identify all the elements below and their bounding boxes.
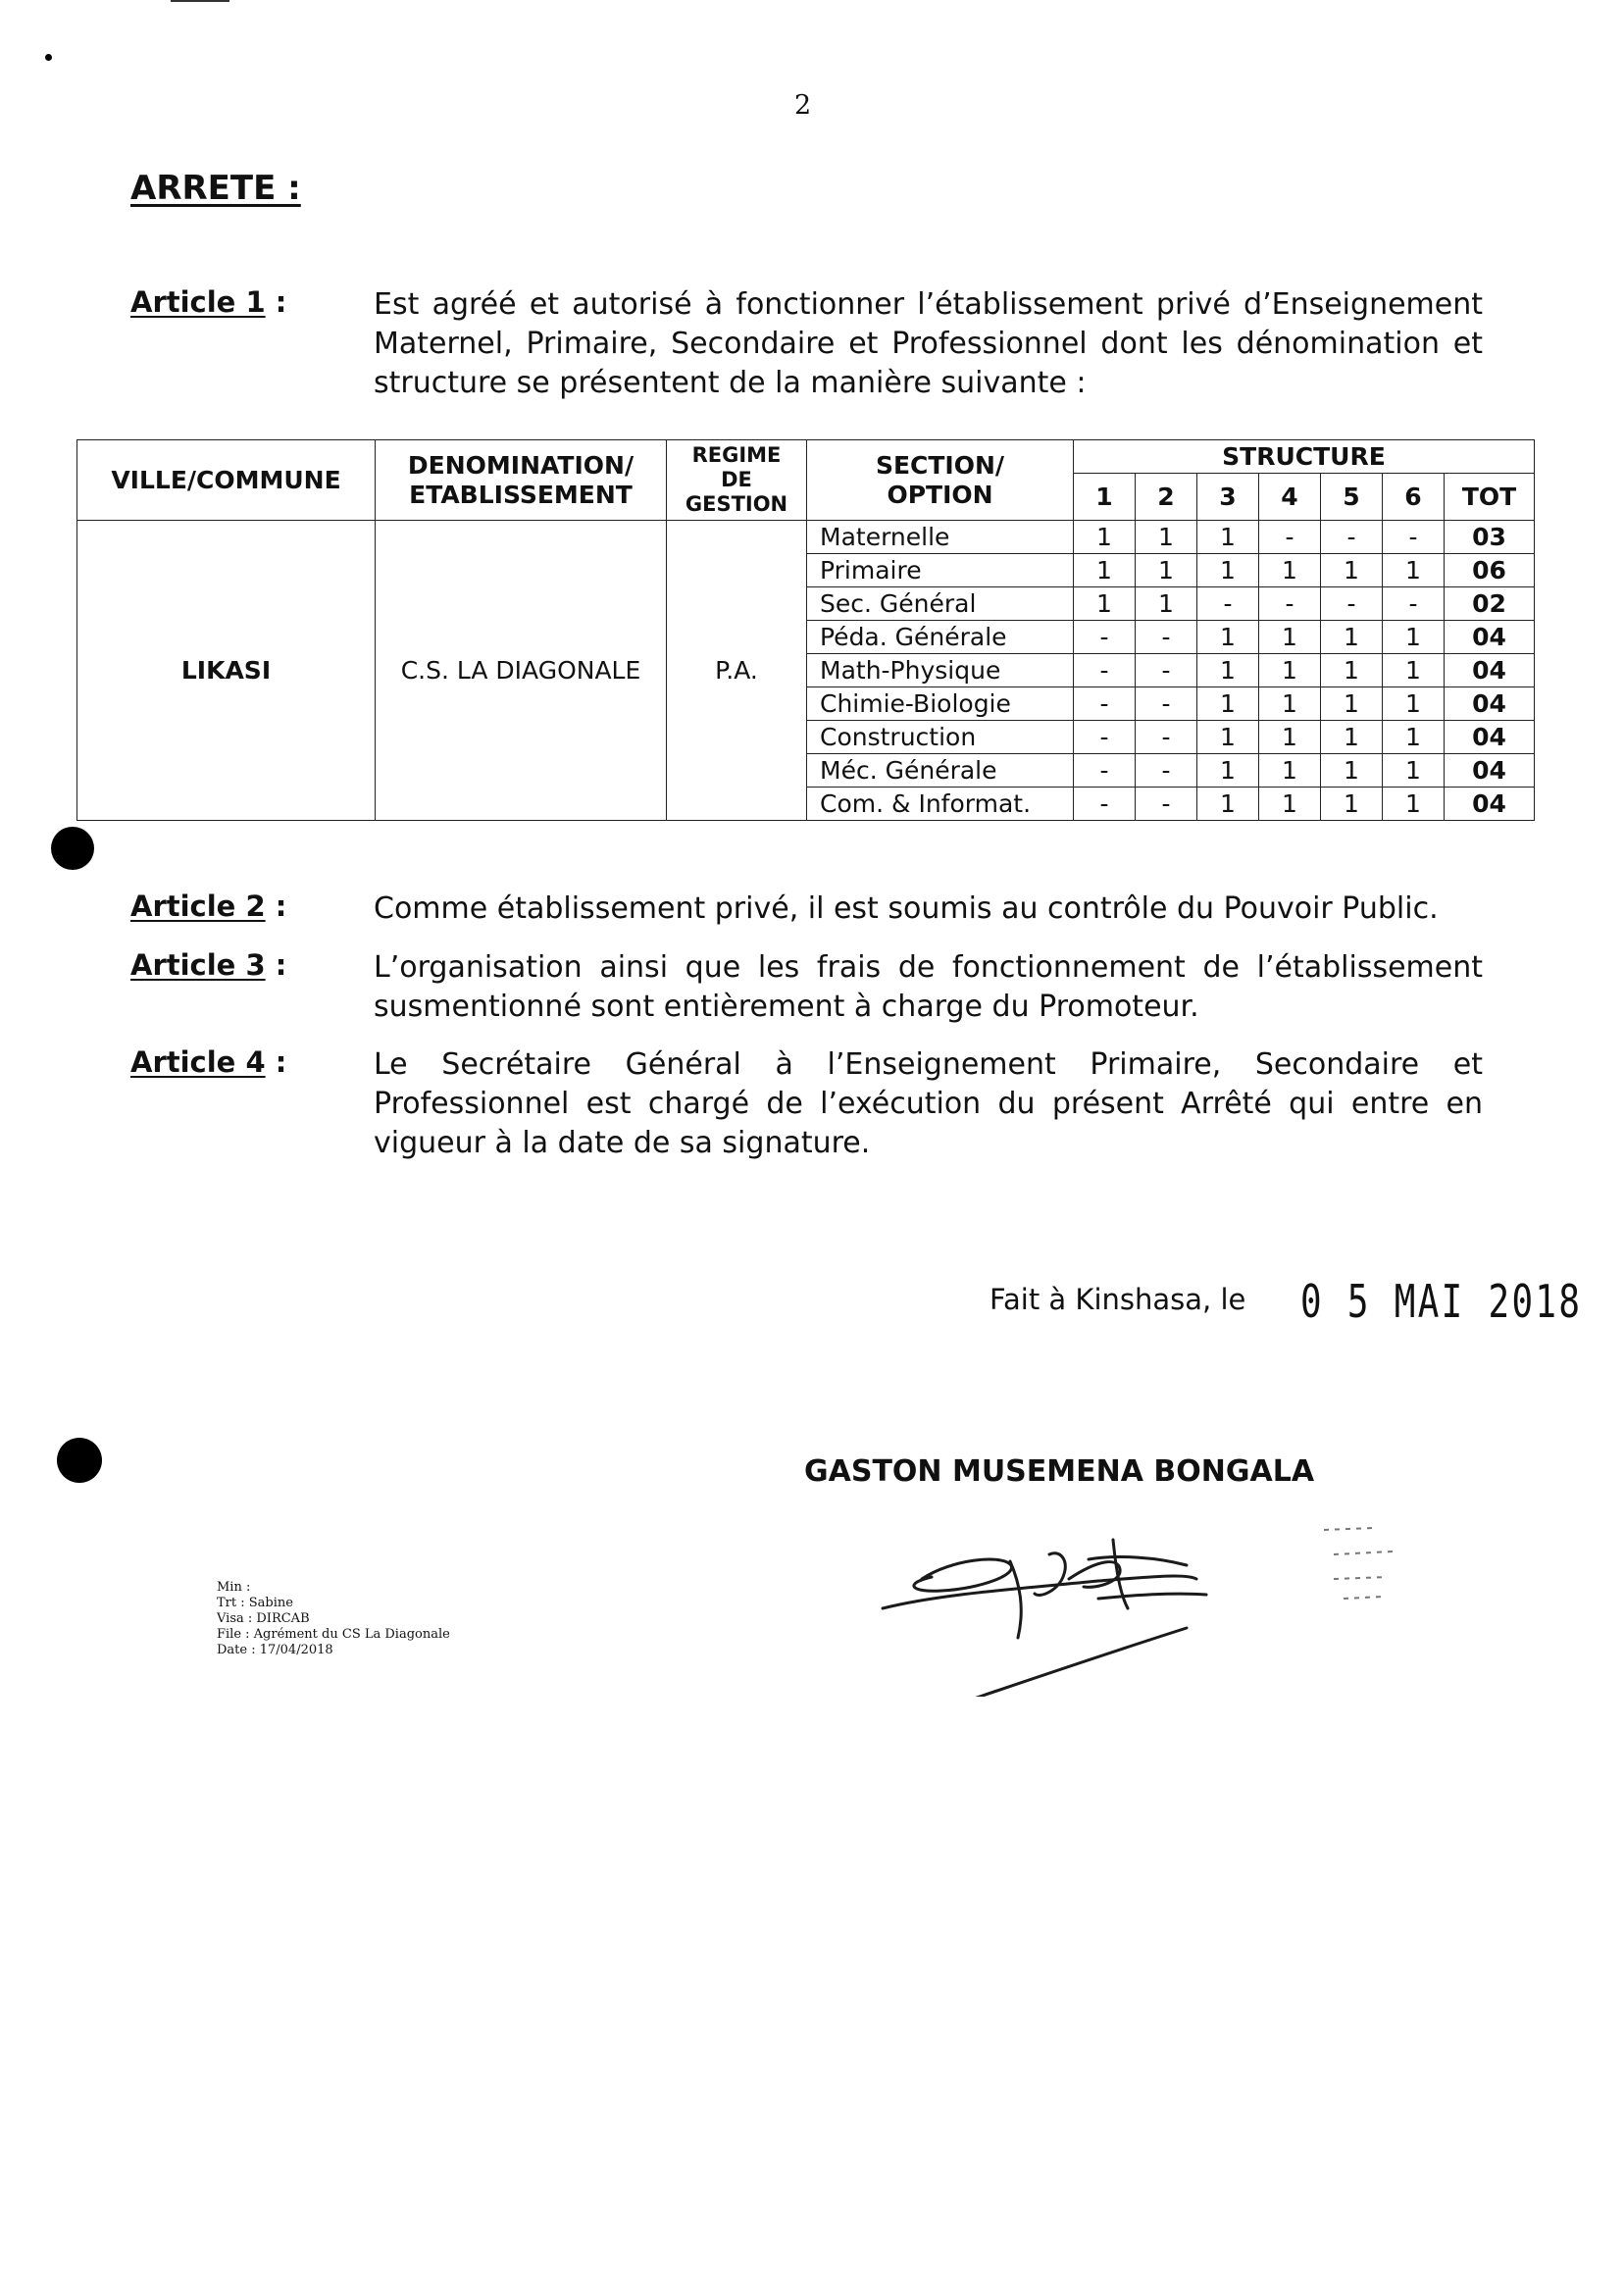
- cell-value: 1: [1383, 687, 1445, 721]
- cell-value: -: [1136, 721, 1197, 754]
- page-number: 2: [794, 90, 812, 121]
- cell-value: 1: [1383, 621, 1445, 654]
- meta-line: Min :: [217, 1580, 251, 1595]
- cell-value: -: [1074, 621, 1136, 654]
- cell-section: Maternelle: [807, 521, 1074, 554]
- cell-value: 1: [1321, 687, 1383, 721]
- cell-value: 1: [1259, 754, 1321, 788]
- cell-total: 04: [1445, 754, 1535, 788]
- cell-ville: LIKASI: [77, 521, 376, 821]
- cell-value: -: [1136, 754, 1197, 788]
- cell-value: 1: [1136, 554, 1197, 587]
- cell-section: Math-Physique: [807, 654, 1074, 687]
- cell-value: 1: [1197, 721, 1259, 754]
- cell-value: 1: [1321, 554, 1383, 587]
- header-section: SECTION/ OPTION: [807, 440, 1074, 521]
- cell-value: 1: [1259, 687, 1321, 721]
- cell-total: 06: [1445, 554, 1535, 587]
- table-row: [77, 521, 1535, 554]
- header-class-1: 1: [1074, 474, 1136, 521]
- cell-value: -: [1136, 654, 1197, 687]
- cell-value: 1: [1383, 788, 1445, 821]
- cell-value: 1: [1197, 621, 1259, 654]
- cell-value: 1: [1136, 587, 1197, 621]
- cell-total: 02: [1445, 587, 1535, 621]
- article-4-label: Article 4 :: [130, 1045, 287, 1079]
- meta-line: Date : 17/04/2018: [217, 1643, 333, 1657]
- cell-value: -: [1136, 621, 1197, 654]
- structure-table: [76, 439, 1535, 821]
- cell-value: -: [1383, 521, 1445, 554]
- cell-value: 1: [1383, 554, 1445, 587]
- punch-hole-mark: [57, 1438, 102, 1483]
- scan-speck: [45, 54, 52, 61]
- article-3-label: Article 3 :: [130, 948, 287, 982]
- cell-value: -: [1074, 754, 1136, 788]
- header-class-2: 2: [1136, 474, 1197, 521]
- cell-total: 04: [1445, 687, 1535, 721]
- cell-value: 1: [1197, 654, 1259, 687]
- cell-section: Méc. Générale: [807, 754, 1074, 788]
- header-class-5: 5: [1321, 474, 1383, 521]
- cell-value: 1: [1074, 554, 1136, 587]
- date-stamp: 0 5 MAI 2018: [1300, 1275, 1583, 1328]
- cell-section: Construction: [807, 721, 1074, 754]
- handwritten-signature: [863, 1500, 1412, 1697]
- header-class-6: 6: [1383, 474, 1445, 521]
- article-2-text: Comme établissement privé, il est soumis au contrôle du Pouvoir Public.: [374, 891, 1439, 926]
- cell-value: 1: [1197, 754, 1259, 788]
- header-regime: REGIME DE GESTION: [667, 440, 807, 521]
- punch-hole-mark: [51, 827, 94, 870]
- cell-value: -: [1074, 654, 1136, 687]
- cell-value: -: [1197, 587, 1259, 621]
- cell-total: 04: [1445, 788, 1535, 821]
- cell-value: 1: [1197, 788, 1259, 821]
- document-heading: ARRETE :: [130, 169, 301, 208]
- cell-value: 1: [1383, 721, 1445, 754]
- meta-line: Visa : DIRCAB: [217, 1611, 310, 1626]
- cell-value: 1: [1321, 654, 1383, 687]
- cell-value: -: [1321, 587, 1383, 621]
- signatory-name: GASTON MUSEMENA BONGALA: [804, 1454, 1315, 1489]
- cell-value: 1: [1321, 621, 1383, 654]
- cell-value: 1: [1259, 554, 1321, 587]
- cell-total: 04: [1445, 621, 1535, 654]
- cell-value: 1: [1383, 654, 1445, 687]
- file-metadata: [217, 1580, 450, 1658]
- cell-regime: P.A.: [667, 521, 807, 821]
- cell-value: -: [1259, 587, 1321, 621]
- cell-value: 1: [1259, 654, 1321, 687]
- header-total: TOT: [1445, 474, 1535, 521]
- cell-value: 1: [1259, 621, 1321, 654]
- header-class-3: 3: [1197, 474, 1259, 521]
- cell-denomination: C.S. LA DIAGONALE: [376, 521, 667, 821]
- cell-value: 1: [1074, 587, 1136, 621]
- cell-value: 1: [1136, 521, 1197, 554]
- scan-top-line: [171, 0, 229, 2]
- cell-value: -: [1074, 721, 1136, 754]
- meta-line: File : Agrément du CS La Diagonale: [217, 1627, 450, 1642]
- cell-value: -: [1074, 788, 1136, 821]
- header-ville: VILLE/COMMUNE: [77, 440, 376, 521]
- meta-line: Trt : Sabine: [217, 1596, 293, 1610]
- cell-total: 04: [1445, 721, 1535, 754]
- cell-value: 1: [1259, 721, 1321, 754]
- cell-total: 04: [1445, 654, 1535, 687]
- cell-value: 1: [1383, 754, 1445, 788]
- cell-section: Com. & Informat.: [807, 788, 1074, 821]
- place-date-line: Fait à Kinshasa, le: [990, 1283, 1246, 1316]
- header-class-4: 4: [1259, 474, 1321, 521]
- article-1-text: Est agréé et autorisé à fonctionner l’établissement privé d’Enseignement Maternel, Primaire, Secondaire et Professionnel dont les dénomination et structure se présentent de la manière suivante :: [374, 287, 1483, 400]
- article-4-text: Le Secrétaire Général à l’Enseignement Primaire, Secondaire et Professionnel est chargé de l’exécution du présent Arrêté qui entre en vigueur à la date de sa signature.: [374, 1047, 1483, 1160]
- cell-value: -: [1074, 687, 1136, 721]
- cell-value: 1: [1197, 554, 1259, 587]
- cell-value: 1: [1321, 721, 1383, 754]
- cell-total: 03: [1445, 521, 1535, 554]
- cell-section: Primaire: [807, 554, 1074, 587]
- cell-value: 1: [1321, 788, 1383, 821]
- cell-section: Sec. Général: [807, 587, 1074, 621]
- cell-value: -: [1321, 521, 1383, 554]
- cell-value: 1: [1259, 788, 1321, 821]
- article-1-label: Article 1 :: [130, 285, 287, 319]
- header-denomination: DENOMINATION/ ETABLISSEMENT: [376, 440, 667, 521]
- cell-value: -: [1259, 521, 1321, 554]
- article-2-label: Article 2 :: [130, 890, 287, 923]
- header-structure: STRUCTURE: [1074, 440, 1535, 474]
- cell-value: 1: [1197, 687, 1259, 721]
- cell-value: 1: [1321, 754, 1383, 788]
- cell-value: 1: [1074, 521, 1136, 554]
- cell-section: Chimie-Biologie: [807, 687, 1074, 721]
- cell-value: -: [1136, 687, 1197, 721]
- cell-value: -: [1136, 788, 1197, 821]
- cell-section: Péda. Générale: [807, 621, 1074, 654]
- article-3-text: L’organisation ainsi que les frais de fonctionnement de l’établissement susmentionné sont entièrement à charge du Promoteur.: [374, 950, 1483, 1024]
- cell-value: 1: [1197, 521, 1259, 554]
- cell-value: -: [1383, 587, 1445, 621]
